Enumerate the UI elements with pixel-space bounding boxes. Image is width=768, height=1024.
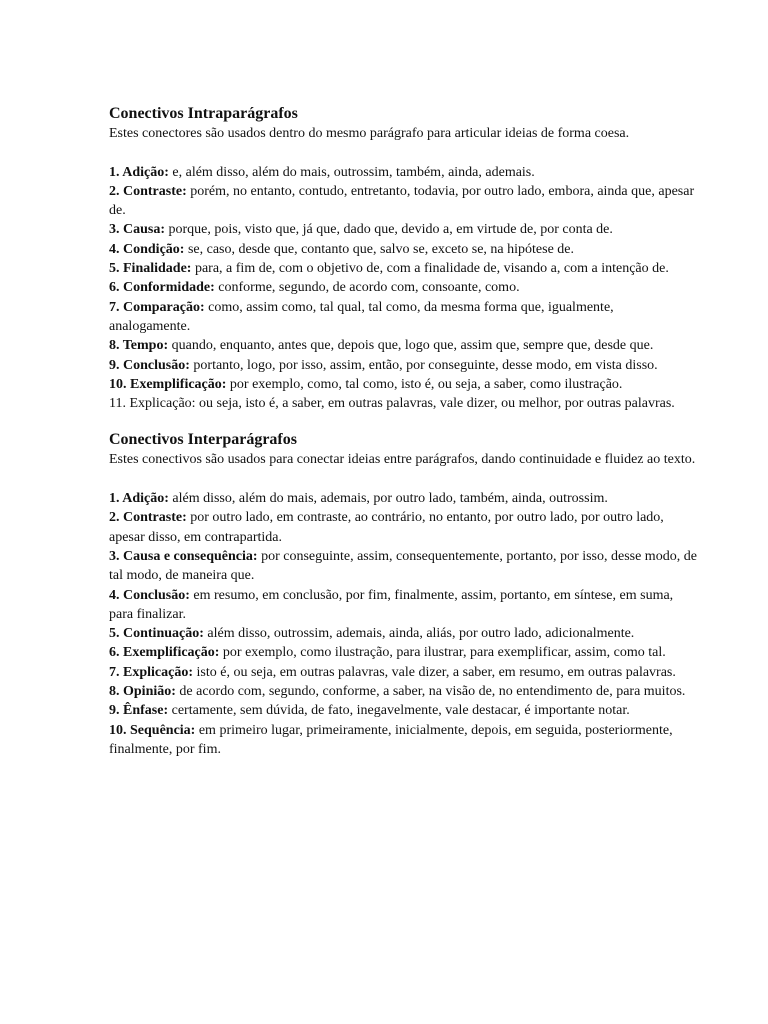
item-text: por exemplo, como ilustração, para ilustrar, para exemplificar, assim, como tal. <box>219 645 666 661</box>
section-intro: Estes conectivos são usados para conectar ideias entre parágrafos, dando continuidade e fluidez ao texto. <box>109 452 696 468</box>
section-title: Conectivos Interparágrafos <box>109 431 297 449</box>
item-text: além disso, além do mais, ademais, por outro lado, também, ainda, outrossim. <box>168 491 608 507</box>
list-item <box>109 298 697 337</box>
item-text: 11. Explicação: ou seja, isto é, a saber, em outras palavras, vale dizer, ou melhor, por outras palavras. <box>109 396 675 412</box>
item-label: 9. Conclusão: <box>109 357 190 373</box>
item-text: portanto, logo, por isso, assim, então, por conseguinte, desse modo, em vista disso. <box>189 357 658 373</box>
item-text: por outro lado, em contraste, ao contrário, no entanto, por outro lado, por outro lado, apesar disso, em contrapartida. <box>109 510 664 545</box>
list-item <box>109 547 697 586</box>
item-text: se, caso, desde que, contanto que, salvo se, exceto se, na hipótese de. <box>184 241 574 257</box>
item-label: 2. Contraste: <box>109 510 187 526</box>
list-item <box>109 240 697 259</box>
list-item <box>109 508 697 547</box>
list-item <box>109 182 697 221</box>
connector-list <box>109 489 697 759</box>
list-item <box>109 356 697 375</box>
list-item <box>109 278 697 297</box>
item-text: por conseguinte, assim, consequentemente, portanto, por isso, desse modo, de tal modo, de maneira que. <box>109 548 697 584</box>
section-intro: Estes conectores são usados dentro do mesmo parágrafo para articular ideias de forma coesa. <box>109 126 630 141</box>
item-text: para, a fim de, com o objetivo de, com a finalidade de, visando a, com a intenção de. <box>191 261 669 277</box>
list-item <box>109 701 697 720</box>
item-label: 5. Continuação: <box>109 626 204 642</box>
item-label: 6. Conformidade: <box>109 280 215 296</box>
item-label: 7. Comparação: <box>109 299 205 315</box>
item-text: e, além disso, além do mais, outrossim, também, ainda, ademais. <box>168 164 535 180</box>
item-label: 3. Causa: <box>109 222 166 238</box>
item-text: conforme, segundo, de acordo com, consoante, como. <box>214 280 520 296</box>
item-text: de acordo com, segundo, conforme, a saber, na visão de, no entendimento de, para muitos. <box>175 684 686 700</box>
list-item <box>109 586 697 625</box>
item-label: 10. Exemplificação: <box>109 376 227 392</box>
item-label: 3. Causa e consequência: <box>109 548 258 564</box>
item-text: além disso, outrossim, ademais, ainda, aliás, por outro lado, adicionalmente. <box>203 626 635 642</box>
connector-list <box>109 163 697 414</box>
item-text: certamente, sem dúvida, de fato, inegavelmente, vale destacar, é importante notar. <box>168 703 630 719</box>
item-label: 8. Tempo: <box>109 338 169 354</box>
item-label: 1. Adição: <box>109 164 169 180</box>
list-item <box>109 643 697 662</box>
list-item <box>109 259 697 278</box>
list-item <box>109 375 697 394</box>
item-label: 5. Finalidade: <box>109 261 192 277</box>
item-text: como, assim como, tal qual, tal como, da mesma forma que, igualmente, analogamente. <box>109 299 614 334</box>
item-label: 6. Exemplificação: <box>109 645 220 661</box>
item-text: por exemplo, como, tal como, isto é, ou seja, a saber, como ilustração. <box>226 376 623 392</box>
item-text: porém, no entanto, contudo, entretanto, todavia, por outro lado, embora, ainda que, apesar de. <box>109 183 695 219</box>
item-label: 1. Adição: <box>109 491 169 507</box>
document-page <box>109 104 697 759</box>
section-title: Conectivos Intraparágrafos <box>109 105 298 122</box>
item-text: em primeiro lugar, primeiramente, inicialmente, depois, em seguida, posteriormente, finalmente, por fim. <box>109 722 673 757</box>
list-item <box>109 682 697 701</box>
item-label: 9. Ênfase: <box>109 703 169 719</box>
item-label: 4. Condição: <box>109 241 185 257</box>
item-text: em resumo, em conclusão, por fim, finalmente, assim, portanto, em síntese, em suma, para finalizar. <box>109 587 674 622</box>
item-label: 7. Explicação: <box>109 664 193 680</box>
item-label: 4. Conclusão: <box>109 587 190 603</box>
item-text: quando, enquanto, antes que, depois que, logo que, assim que, sempre que, desde que. <box>168 338 654 354</box>
item-label: 10. Sequência: <box>109 722 196 738</box>
item-label: 8. Opinião: <box>109 684 176 700</box>
list-item <box>109 624 697 643</box>
section-intraparagrafos <box>109 104 697 413</box>
list-item <box>109 489 697 508</box>
item-text: porque, pois, visto que, já que, dado que, devido a, em virtude de, por conta de. <box>165 222 613 238</box>
item-text: isto é, ou seja, em outras palavras, vale dizer, a saber, em resumo, em outras palavras. <box>193 664 676 680</box>
section-interparagrafos <box>109 430 697 759</box>
list-item <box>109 663 697 682</box>
list-item <box>109 394 697 413</box>
item-label: 2. Contraste: <box>109 183 187 199</box>
list-item <box>109 220 697 239</box>
list-item <box>109 336 697 355</box>
list-item <box>109 721 697 760</box>
list-item <box>109 163 697 182</box>
